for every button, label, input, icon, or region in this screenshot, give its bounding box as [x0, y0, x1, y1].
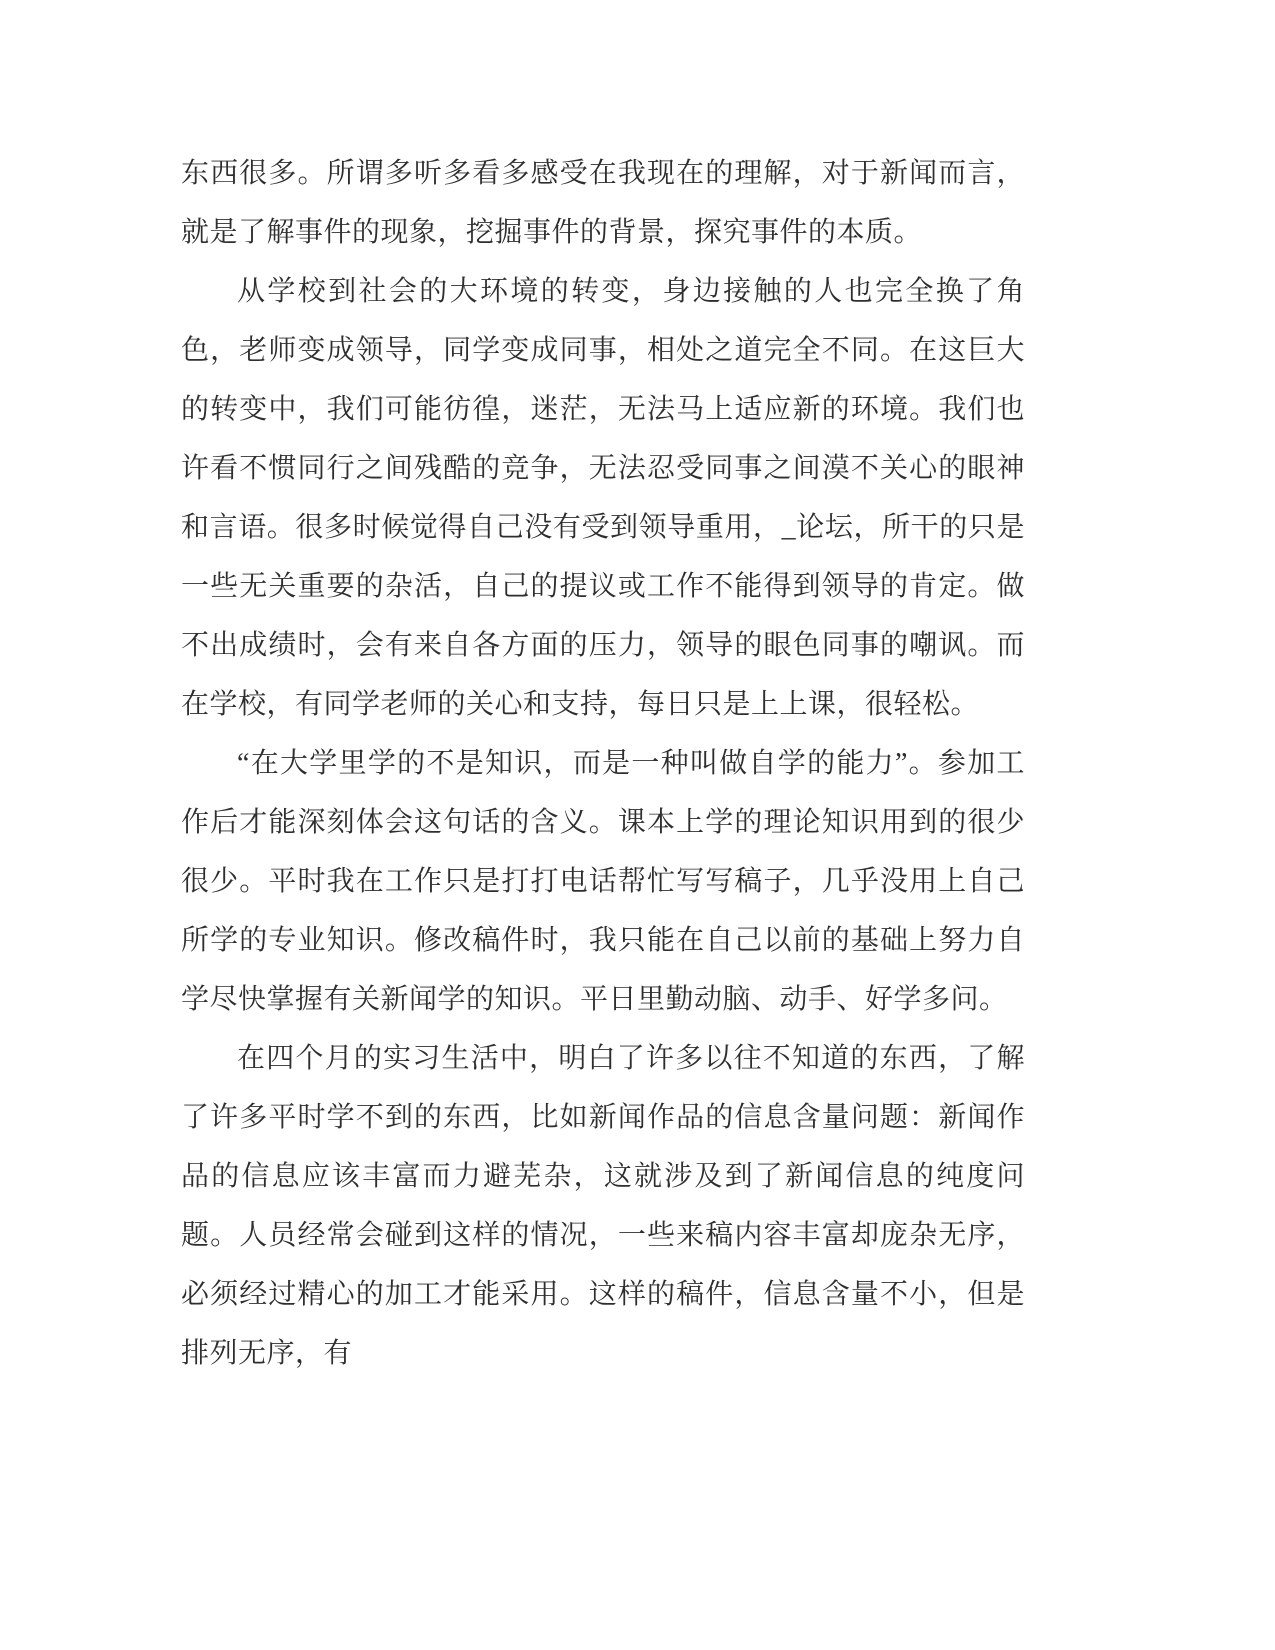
- paragraph: 在四个月的实习生活中，明白了许多以往不知道的东西，了解了许多平时学不到的东西，比如新闻作品的信息含量问题：新闻作品的信息应该丰富而力避芜杂，这就涉及到了新闻信息的纯度问题。人员经常会碰到这样的情况，一些来稿内容丰富却庞杂无序，必须经过精心的加工才能采用。这样的稿件，信息含量不小，但是排列无序，有: [181, 1043, 1025, 1369]
- paragraph: 东西很多。所谓多听多看多感受在我现在的理解，对于新闻而言，就是了解事件的现象，挖掘事件的背景，探究事件的本质。: [181, 158, 1025, 248]
- paragraph: 从学校到社会的大环境的转变，身边接触的人也完全换了角色，老师变成领导，同学变成同事，相处之道完全不同。在这巨大的转变中，我们可能彷徨，迷茫，无法马上适应新的环境。我们也许看不惯同行之间残酷的竞争，无法忍受同事之间漠不关心的眼神和言语。很多时候觉得自己没有受到领导重用，_论坛，所干的只是一些无关重要的杂活，自己的提议或工作不能得到领导的肯定。做不出成绩时，会有来自各方面的压力，领导的眼色同事的嘲讽。而在学校，有同学老师的关心和支持，每日只是上上课，很轻松。: [181, 276, 1025, 720]
- paragraph: “在大学里学的不是知识，而是一种叫做自学的能力”。参加工作后才能深刻体会这句话的含义。课本上学的理论知识用到的很少很少。平时我在工作只是打打电话帮忙写写稿子，几乎没用上自己所学的专业知识。修改稿件时，我只能在自己以前的基础上努力自学尽快掌握有关新闻学的知识。平日里勤动脑、动手、好学多问。: [181, 748, 1025, 1015]
- document-body: [181, 144, 1025, 1383]
